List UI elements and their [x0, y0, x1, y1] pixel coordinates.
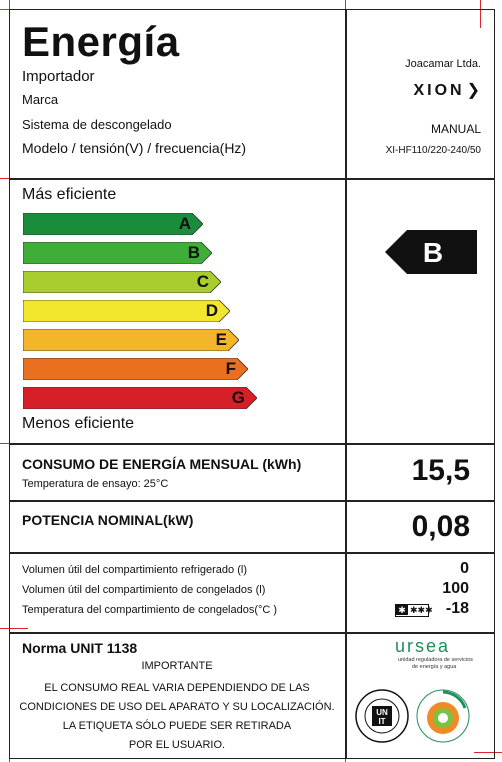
chevron-right-icon: ❯	[466, 82, 483, 99]
notice-line: POR EL USUARIO.	[128, 739, 226, 751]
norm-label: Norma UNIT 1138	[22, 640, 138, 656]
freezer-star-icon: ✱ ✱✱✱	[395, 604, 429, 617]
section-divider	[9, 178, 495, 180]
freezer-volume-value: 100	[442, 580, 469, 597]
test-temperature: Temperatura de ensayo: 25°C	[22, 478, 169, 490]
efficiency-letter: F	[225, 359, 236, 378]
important-title: IMPORTANTE	[141, 660, 213, 672]
efficiency-bar-b	[23, 242, 212, 264]
unit-seal-icon	[354, 688, 410, 744]
fridge-volume-label: Volumen útil del compartimiento refrigerado (l)	[22, 564, 247, 576]
section-divider	[9, 632, 495, 634]
efficiency-letter: G	[231, 388, 245, 407]
notice-line: EL CONSUMO REAL VARIA DEPENDIENDO DE LAS	[44, 682, 310, 694]
column-divider	[345, 632, 347, 759]
section-divider	[9, 552, 495, 554]
consumption-label: CONSUMO DE ENERGÍA MENSUAL (kWh)	[22, 456, 302, 472]
column-divider	[345, 9, 347, 634]
efficiency-bar-g	[23, 387, 257, 409]
svg-text:IT: IT	[378, 717, 386, 726]
section-divider	[9, 443, 495, 445]
freezer-temp-value: -18	[445, 600, 469, 617]
svg-text:UN: UN	[376, 708, 388, 717]
efficiency-letter: B	[187, 243, 200, 262]
importer-value: Joacamar Ltda.	[405, 58, 481, 70]
less-efficient-label: Menos eficiente	[22, 415, 135, 432]
more-efficient-label: Más eficiente	[22, 186, 117, 203]
notice-line: CONDICIONES DE USO DEL APARATO Y SU LOCALIZACIÓN.	[19, 701, 335, 713]
efficiency-letter: D	[205, 301, 218, 320]
brand-logo	[413, 80, 483, 100]
consumption-value: 15,5	[411, 454, 470, 487]
power-label: POTENCIA NOMINAL(kW)	[22, 512, 194, 528]
efficiency-letter: C	[196, 272, 209, 291]
efficiency-rating: B	[422, 237, 444, 268]
ursea-logo: ursea	[395, 636, 451, 656]
efficiency-bar-c	[23, 271, 221, 293]
efficiency-bar-f	[23, 358, 248, 380]
efficiency-rating-arrow	[385, 230, 477, 274]
model-label: Modelo / tensión(V) / frecuencia(Hz)	[22, 140, 247, 156]
ursea-subtitle: de energía y agua	[412, 664, 457, 670]
fridge-volume-value: 0	[460, 560, 469, 577]
ursea-subtitle: unidad reguladora de servicios	[398, 657, 473, 663]
power-value: 0,08	[411, 510, 470, 543]
freezer-volume-label: Volumen útil del compartimiento de congelados (l)	[22, 584, 266, 596]
efficiency-letter: A	[178, 214, 191, 233]
freezer-temp-label: Temperatura del compartimiento de congelados(°C )	[22, 604, 278, 616]
brand-value: XION	[413, 82, 465, 99]
efficiency-seal-icon	[415, 688, 471, 744]
rating-arrow-shape	[385, 230, 477, 274]
notice-line: LA ETIQUETA SÓLO PUEDE SER RETIRADA	[62, 720, 292, 732]
efficiency-bar-d	[23, 300, 230, 322]
defrost-value: MANUAL	[430, 122, 481, 136]
efficiency-bar-a	[23, 213, 203, 235]
efficiency-bar-e	[23, 329, 239, 351]
model-value: XI-HF110/220-240/50	[385, 145, 481, 156]
section-divider	[9, 500, 495, 502]
defrost-label: Sistema de descongelado	[22, 117, 172, 132]
efficiency-letter: E	[215, 330, 227, 349]
importer-label: Importador	[22, 68, 95, 85]
page-title: Energía	[22, 18, 180, 65]
brand-label: Marca	[22, 92, 59, 107]
